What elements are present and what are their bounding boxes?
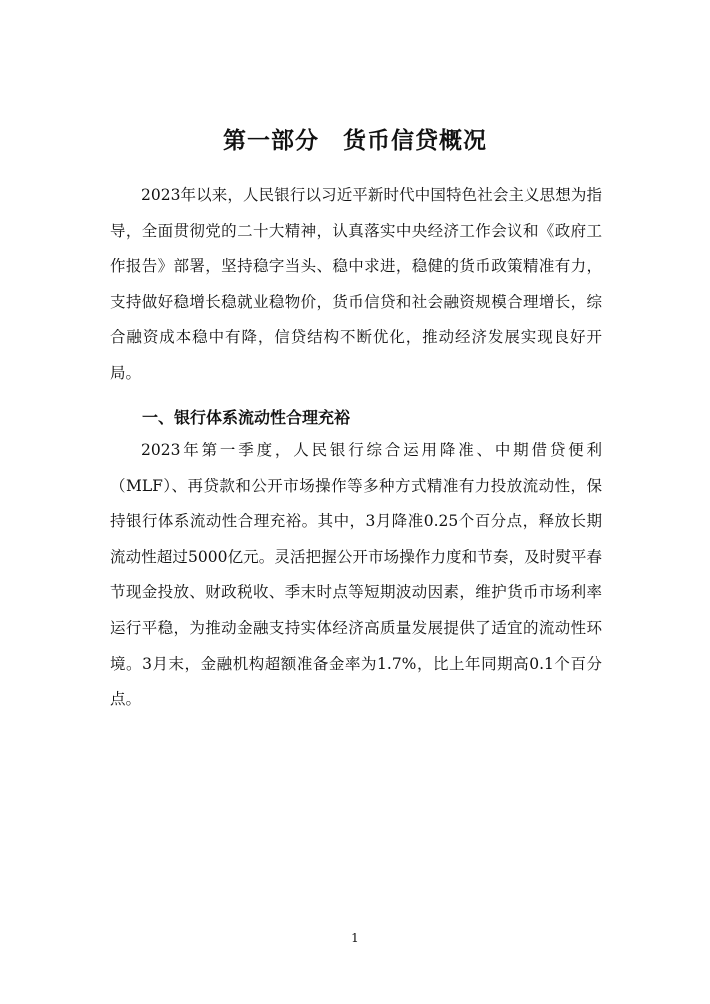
liquidity-paragraph: 2023年第一季度，人民银行综合运用降准、中期借贷便利（MLF）、再贷款和公开市场操作等多种方式精准有力投放流动性，保持银行体系流动性合理充裕。其中，3月降准0.25个百分点，释放长期流动性超过5000亿元。灵活把握公开市场操作力度和节奏，及时熨平春节现金投放、财政税收、季末时点等短期波动因素，维护货币市场利率运行平稳，为推动金融支持实体经济高质量发展提供了适宜的流动性环境。3月末，金融机构超额准备金率为1.7%，比上年同期高0.1个百分点。 [110,441,602,709]
page-title: 第一部分 货币信贷概况 [223,128,487,154]
section-heading: 一、银行体系流动性合理充裕 [142,408,351,427]
intro-paragraph: 2023年以来，人民银行以习近平新时代中国特色社会主义思想为指导，全面贯彻党的二十大精神，认真落实中央经济工作会议和《政府工作报告》部署，坚持稳字当头、稳中求进，稳健的货币政策精准有力，支持做好稳增长稳就业稳物价，货币信贷和社会融资规模合理增长，综合融资成本稳中有降，信贷结构不断优化，推动经济发展实现良好开局。 [110,186,602,382]
page-number: 1 [351,931,359,945]
